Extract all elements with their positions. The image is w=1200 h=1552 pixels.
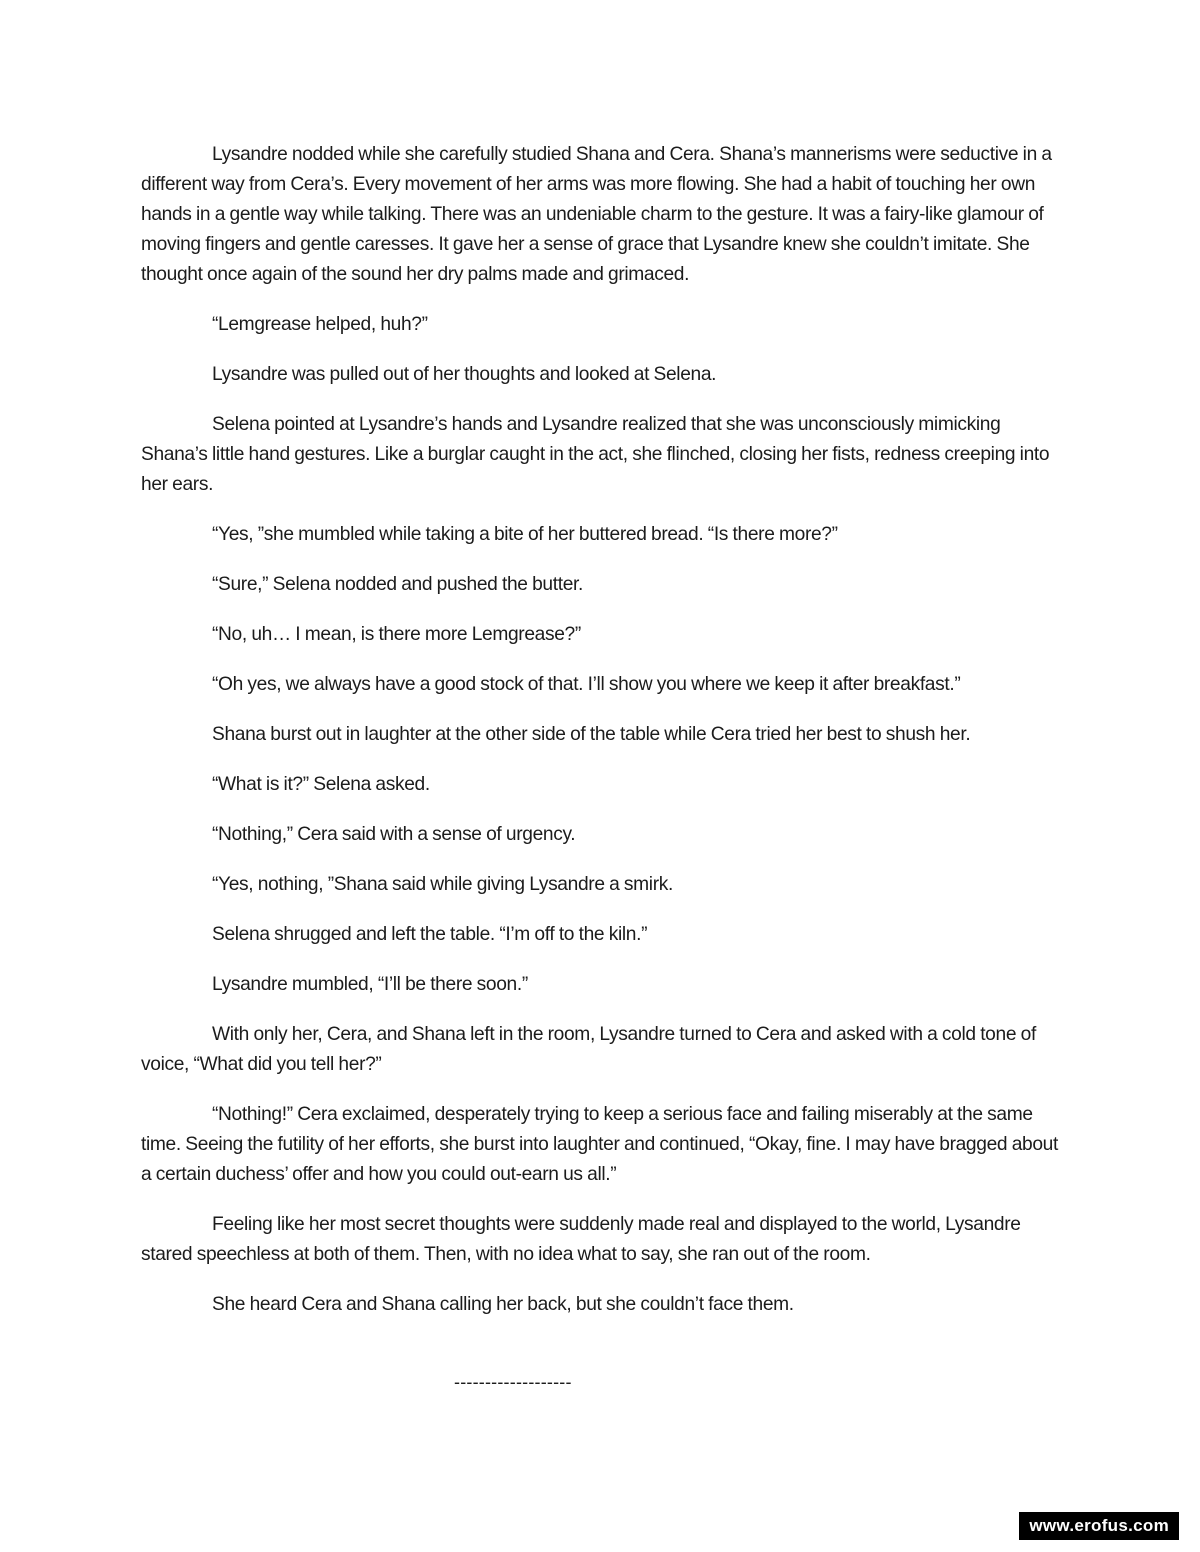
- paragraph: “Lemgrease helped, huh?”: [212, 314, 428, 335]
- paragraph: “No, uh… I mean, is there more Lemgrease?”: [212, 624, 581, 645]
- paragraph: Selena shrugged and left the table. “I’m off to the kiln.”: [212, 924, 648, 945]
- paragraph: “Yes, nothing, ”Shana said while giving Lysandre a smirk.: [212, 874, 673, 895]
- paragraph: Shana burst out in laughter at the other side of the table while Cera tried her best to shush her.: [212, 724, 971, 745]
- paragraph: With only her, Cera, and Shana left in the room, Lysandre turned to Cera and asked with a cold tone of voice, “What did you tell her?”: [141, 1024, 1036, 1075]
- paragraph: Lysandre nodded while she carefully studied Shana and Cera. Shana’s mannerisms were seductive in a different way from Cera’s. Every movement of her arms was more flowing. She had a habit of touching her own hands in a gentle way while talking. There was an undeniable charm to the gesture. It was a fairy-like glamour of moving fingers and gentle caresses. It gave her a sense of grace that Lysandre knew she couldn’t imitate. She thought once again of the sound her dry palms made and grimaced.: [141, 144, 1052, 285]
- document-body: [141, 140, 1063, 1340]
- paragraph: Lysandre was pulled out of her thoughts and looked at Selena.: [212, 364, 717, 385]
- paragraph: Feeling like her most secret thoughts were suddenly made real and displayed to the world, Lysandre stared speechless at both of them. Then, with no idea what to say, she ran out of the room.: [141, 1214, 1021, 1265]
- paragraph: “Sure,” Selena nodded and pushed the butter.: [212, 574, 583, 595]
- paragraph: “Yes, ”she mumbled while taking a bite of her buttered bread. “Is there more?”: [212, 524, 838, 545]
- paragraph: “Nothing,” Cera said with a sense of urgency.: [212, 824, 576, 845]
- paragraph: Lysandre mumbled, “I’ll be there soon.”: [212, 974, 528, 995]
- paragraph: She heard Cera and Shana calling her back, but she couldn’t face them.: [212, 1294, 794, 1315]
- paragraph: “Nothing!” Cera exclaimed, desperately trying to keep a serious face and failing miserably at the same time. Seeing the futility of her efforts, she burst into laughter and continued, “Okay, fine. I may have bragged about a certain duchess’ offer and how you could out-earn us all.”: [141, 1104, 1058, 1185]
- section-separator: -------------------: [454, 1372, 572, 1392]
- watermark: www.erofus.com: [1019, 1512, 1179, 1540]
- paragraph: “Oh yes, we always have a good stock of that. I’ll show you where we keep it after breakfast.”: [212, 674, 961, 695]
- paragraph: “What is it?” Selena asked.: [212, 774, 430, 795]
- paragraph: Selena pointed at Lysandre’s hands and Lysandre realized that she was unconsciously mimicking Shana’s little hand gestures. Like a burglar caught in the act, she flinched, closing her fists, redness creeping into her ears.: [141, 414, 1050, 495]
